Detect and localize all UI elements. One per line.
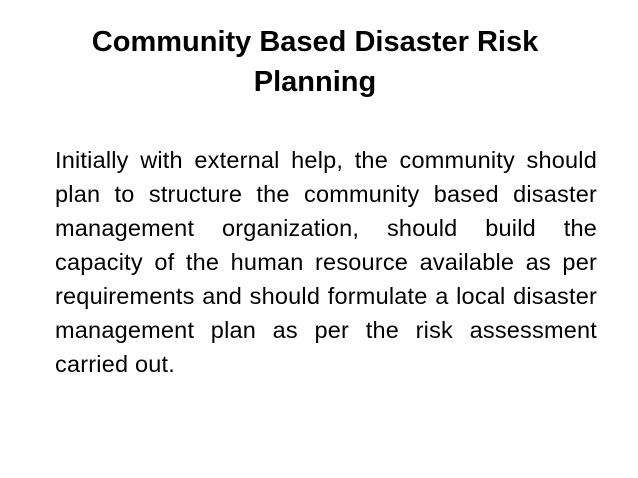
slide-body-text: Initially with external help, the community should plan to structure the community based disaster management organization, should build the capacity of the human resource available as per requirements and should formulate a local disaster management plan as per the risk assessment carried out.: [55, 147, 597, 377]
slide-title: Community Based Disaster Risk Planning: [91, 26, 539, 98]
